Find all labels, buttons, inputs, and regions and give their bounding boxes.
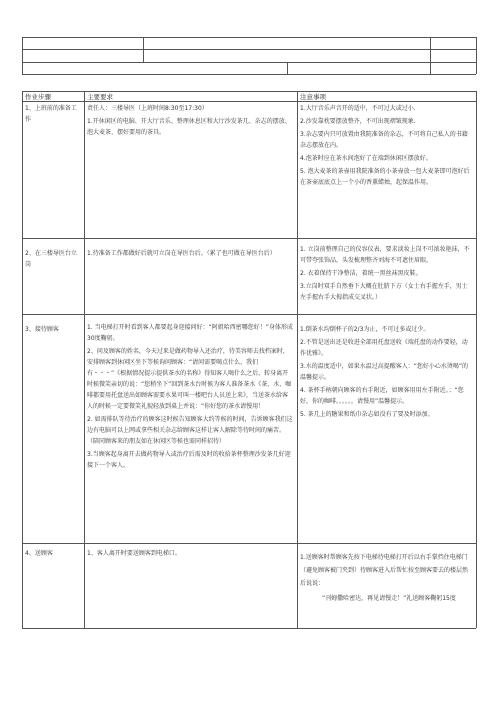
row-3-note-5: 5. 茶几上的糖果和纸巾杂志如没有了要及时添加。 [300,411,434,418]
row-1-req-1: 责任人：三楼导医（上班时间8:30至17:30） [87,105,208,112]
row-3-req-2: 2、问及顾客的姓名，今天过来是做药物导入还治疗，待美容师去找档案时，安排顾客到休闲区坐下等候询问顾客：“请问需要喝点什么，我们有・・・”《根据情况提示提供茶水的名称》得知客人喝什么之后，转身离开时候微笑亲切的说：“您稍坐下”回到茶水台时候为客人准备茶水《茶、水、咖啡都要用托盘送出如顾客需要水果可叫一楼吧台人员送上来》，当送茶水给客人的时候一定要微笑礼貌轻放到桌上并说：“你好您的茶水请慢用！ [87,348,292,410]
row-1-note-2: 2.沙发靠枕要摆放整齐，不可出现褶皱现象. [300,118,416,125]
row-4-step: 4、送顾客 [25,550,53,557]
row-4-note-1: 1.送顾客时帮顾客先按下电梯待电梯打开后以右手掌挡住电梯门（避免顾客被门夹到）待顾客进入后帮忙按至顾客要去的楼层然后说说： [300,554,469,587]
row-1-note-4: 4.泡茶时应在茶水间泡好了在端到休闲区摆放好。 [300,155,432,162]
row-2-req-1: 1.待准备工作都做好后就可立岗在导医台后。（累了也可做在导医台后） [87,250,276,257]
row-2-note-2: 2. 衣着保持干净整洁，着统一黑丝袜黑皮鞋。 [300,270,422,277]
header-notes: 注意事项 [300,93,326,101]
row-3-note-1: 1.倒茶水均倒杯子的2/3为止，不可过多或过少。 [300,326,430,333]
row-1-notes [300,103,472,190]
row-4-note-2: “刊姆撒哈密达，再见请慢走！”礼送顾客鞠躬15度 [322,595,456,602]
row-3-step: 3、接待顾客 [25,326,59,333]
header-requirements: 主要要求 [87,93,113,101]
row-2-notes [300,244,472,305]
row-3-req-1: 1. 当电梯打开时看到客人都要起身迎接问好：“阿姐哈西密哪您好！”身体形成30度鞠躬。 [87,324,293,342]
row-3-notes [300,324,472,422]
row-1-requirements [87,103,293,140]
row-3-req-4: 3.当顾客起身离开去做药物导入或治疗后需及时的收拾茶杯整理沙发茶几好迎接下一个客人。 [87,451,291,469]
row-2-requirements [87,248,293,261]
header-step: 作业步骤 [25,93,51,101]
row-3-req-3: 2. 如需排队等待治疗的顾客这时候告知顾客大约等候的时间，告诉顾客我们这边有电脑可以上网或拿些相关杂志给顾客这样让客人解除等待时间的痛苦。（陪同顾客来的朋友如在休闲区等候也需同样招待） [87,416,293,445]
row-2-note-3: 3.立岗时双手自然垂下大概在肚脐下方（女士右手握左手，男士左手握右手大拇指成交叉状。） [300,283,468,301]
row-1-req-2: 1.开休闲区的电脑、开大厅音乐、整理休息区和大厅沙发茶几、杂志的摆放、泡大麦茶、摆好要用的茶具。 [87,118,291,136]
row-2-note-1: 1. 立岗前整理自己的仪容仪表，要求淡妆上岗不可浓妆艳抹，不可带夸张饰品，头发梳理整齐刘海不可遮住眉眼。 [300,246,470,264]
row-3-note-2: 2.不管是送出还是收进全部用托盘送收《端托盘的动作要轻，动作优雅》。 [300,339,468,357]
row-2-step: 2、在三楼导医台立岗 [25,250,77,268]
row-3-note-4: 4. 茶杯手柄朝向顾客的右手附近，如顾客用用左手附近。；“您好，你的咖啡。。。。。，请慢用”温馨提示。 [300,387,464,405]
row-4-notes [300,551,472,607]
row-3-note-3: 3.水的温度适中，如果水温过高提醒客人：“您好小心水烫喝”的温馨提示。 [300,363,468,381]
row-4-req-1: 1、客人离开时要送顾客到电梯口。 [87,550,181,557]
row-1-note-3: 3.杂志要内只可放置由我院准备的杂志，不可将自己私人的书籍杂志摆放在内。 [300,131,468,149]
row-4-requirements [87,548,293,561]
row-3-requirements [87,322,293,473]
row-1-step: 1、上班前的准备工作 [25,105,77,123]
row-1-note-5: 5. 泡大麦茶的茶壶用我院准备的小茶壶放一包大麦茶即可泡好后在茶壶底底点上一个小的香薰蜡烛，起保温作用。 [300,168,470,186]
row-1-note-1: 1.大厅音乐声音开的适中，不可过大或过小. [300,105,416,112]
